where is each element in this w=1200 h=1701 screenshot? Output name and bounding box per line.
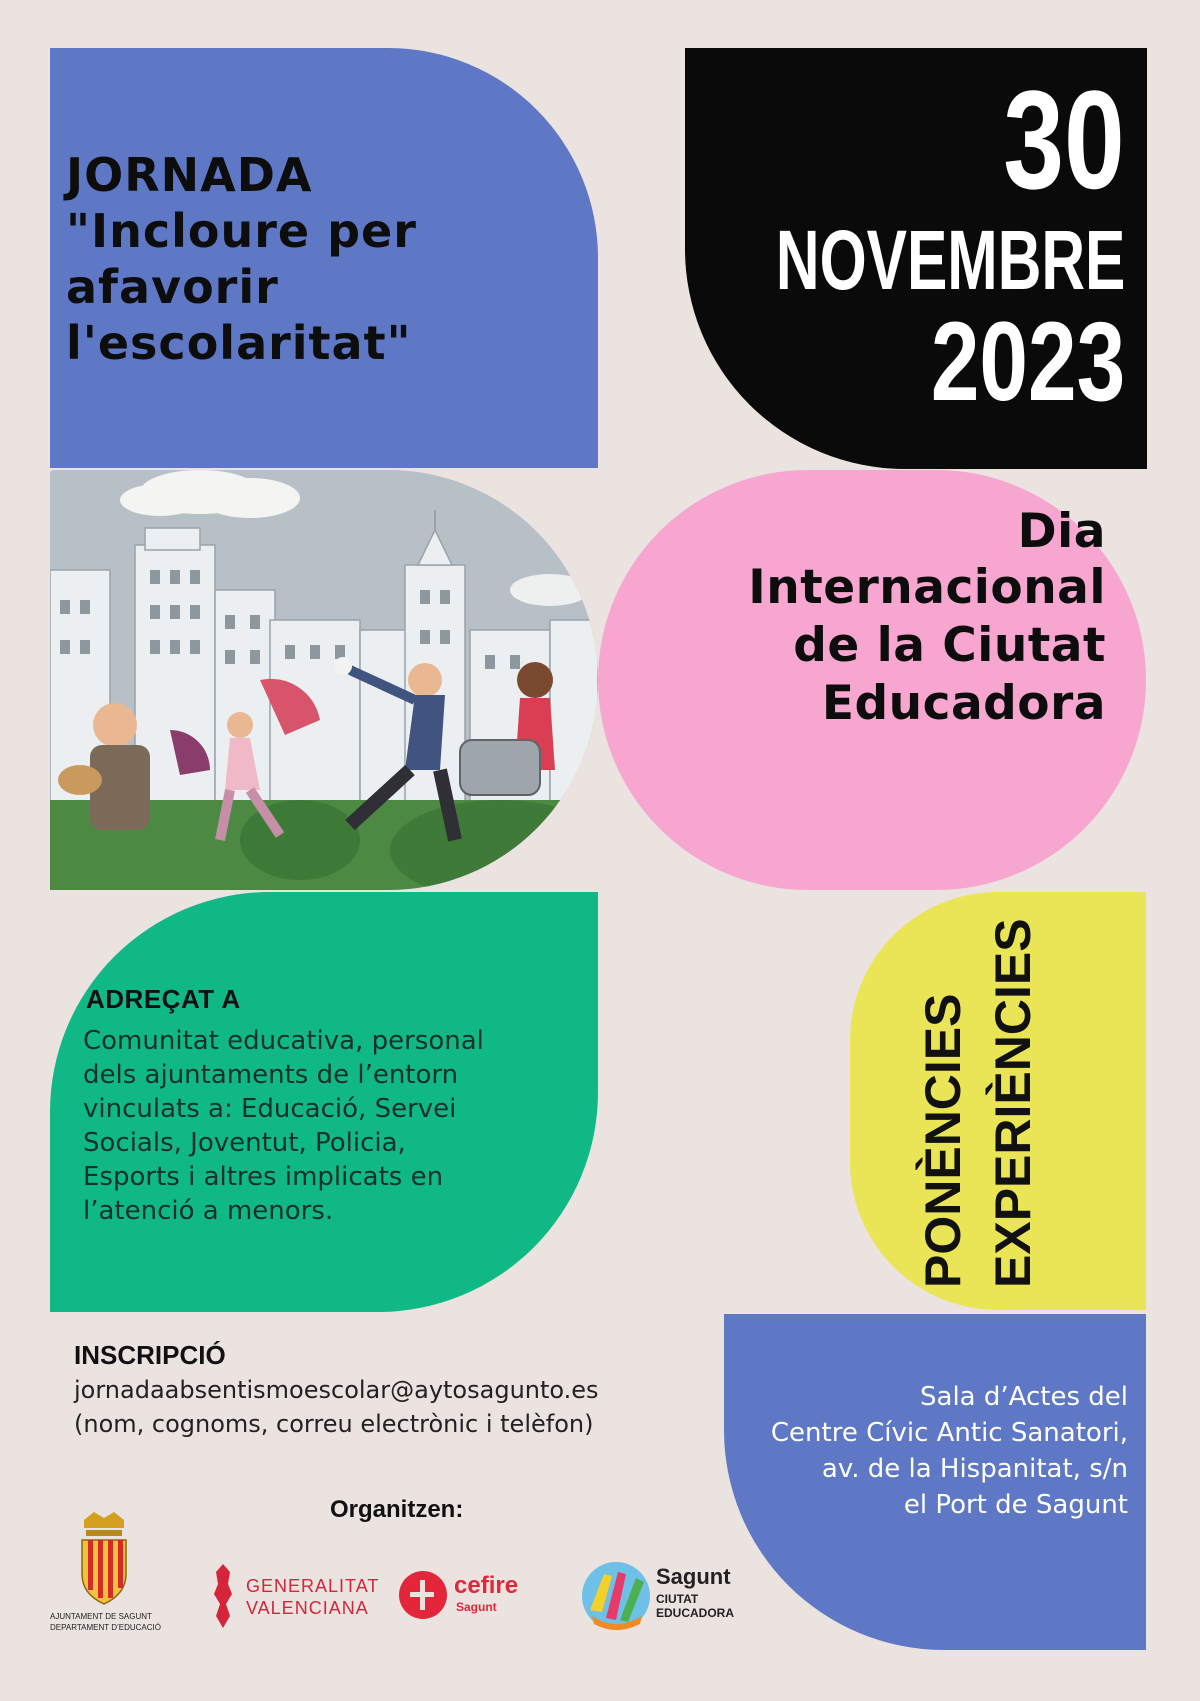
venue-line-3: av. de la Hispanitat, s/n [821,1454,1128,1484]
hands-icon [580,1560,652,1632]
title-line-4: l'escolaritat" [66,316,412,370]
title-line-2: "Incloure per [66,204,417,258]
title-line-3: afavorir [66,260,279,314]
audience-line-4: Socials, Joventut, Policia, [83,1128,406,1158]
organizers-label: Organitzen: [330,1496,464,1523]
registration-email[interactable]: jornadaabsentismoescolar@aytosagunto.es [74,1376,599,1404]
venue-line-1: Sala d’Actes del [920,1382,1128,1412]
format-ponencies: PONÈNCIES [915,993,971,1288]
audience-label: ADREÇAT A [86,984,241,1014]
ajuntament-line-1: AJUNTAMENT DE SAGUNT [50,1612,152,1621]
ajuntament-sagunt-logo [44,1512,164,1642]
venue-line-4: el Port de Sagunt [903,1490,1128,1520]
format-experiencies: EXPERIÈNCIES [985,918,1041,1288]
event-line-1: Dia [1017,504,1106,559]
generalitat-emblem-icon [210,1564,236,1628]
sagunt-line-3: EDUCADORA [656,1606,734,1620]
cefire-icon [398,1570,448,1620]
event-line-4: Educadora [821,676,1106,731]
event-line-2: Internacional [748,560,1106,615]
audience-line-3: vinculats a: Educació, Servei [83,1094,457,1124]
cefire-line-1: cefire [454,1572,519,1599]
date-month: NOVEMBRE [775,213,1125,307]
city-illustration [50,470,598,890]
audience-line-5: Esports i altres implicats en [83,1162,444,1192]
audience-line-2: dels ajuntaments de l’entorn [83,1060,459,1090]
coat-of-arms-icon [44,1512,164,1608]
venue-block [724,1314,1146,1650]
generalitat-logo [210,1564,380,1630]
audience-block [50,892,598,1312]
date-year: 2023 [930,299,1125,424]
date-block [685,48,1147,469]
sagunt-line-2: CIUTAT [656,1592,699,1606]
registration-label: INSCRIPCIÓ [74,1340,226,1370]
event-line-3: de la Ciutat [793,618,1106,673]
cefire-logo [398,1570,538,1622]
registration-note: (nom, cognoms, correu electrònic i telèfon) [74,1410,594,1438]
sagunt-line-1: Sagunt [656,1564,731,1589]
audience-line-1: Comunitat educativa, personal [83,1026,484,1056]
event-block [598,470,1146,890]
title-line-1: JORNADA [66,148,313,202]
generalitat-line-1: GENERALITAT [246,1576,380,1596]
cefire-line-2: Sagunt [456,1600,497,1614]
venue-line-2: Centre Cívic Antic Sanatori, [770,1418,1128,1448]
audience-line-6: l’atenció a menors. [83,1196,334,1226]
sagunt-ciutat-educadora-logo [580,1560,760,1634]
ajuntament-line-2: DEPARTAMENT D’EDUCACIÓ [50,1623,161,1632]
format-block [850,892,1146,1310]
generalitat-line-2: VALENCIANA [246,1598,369,1618]
title-block [50,48,598,468]
date-day: 30 [1003,61,1125,218]
